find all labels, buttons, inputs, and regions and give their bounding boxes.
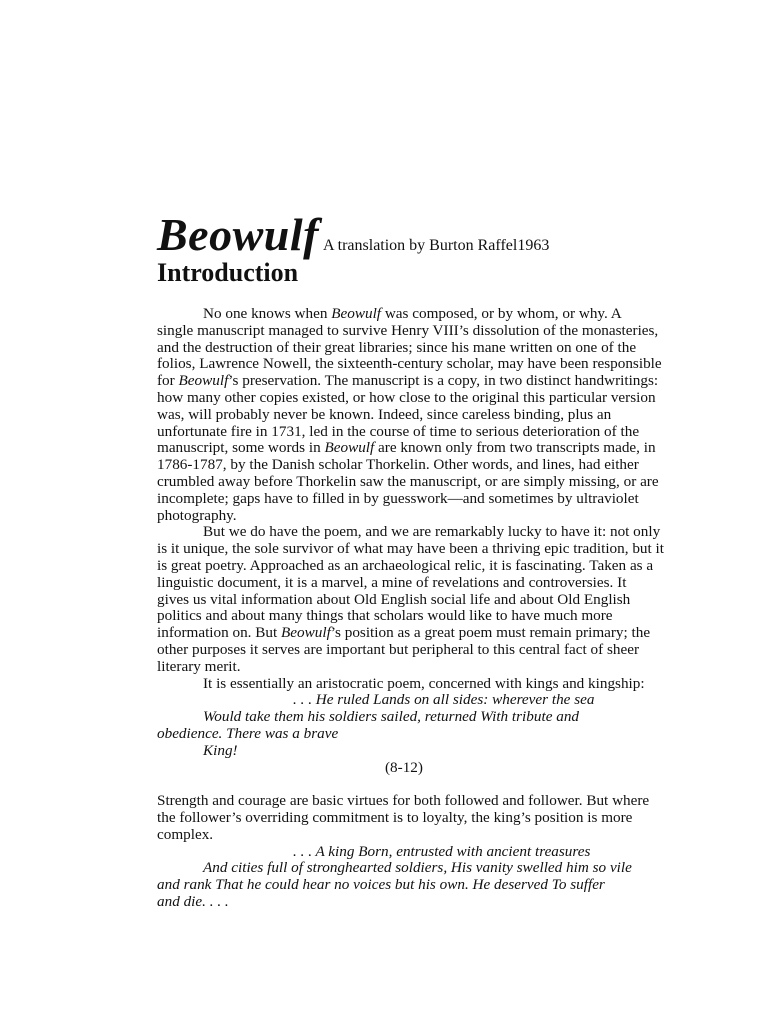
- verse-line: And cities full of stronghearted soldiers, His vanity swelled him so vile: [203, 859, 632, 877]
- verse-citation: (8-12): [385, 758, 423, 776]
- paragraph-line: complex.: [157, 825, 214, 843]
- document-subtitle: A translation by Burton Raffel1963: [322, 237, 550, 254]
- paragraph-line: incomplete; gaps have to filled in by guesswork—and sometimes by ultraviolet: [157, 489, 639, 507]
- section-heading: Introduction: [157, 258, 299, 287]
- paragraph-line: information on. But Beowulf’s position as a great poem must remain primary; the: [157, 624, 651, 642]
- verse-line: and rank That he could hear no voices but his own. He deserved To suffer: [157, 876, 605, 894]
- paragraph-line: literary merit.: [157, 657, 241, 675]
- paragraph-line: unfortunate fire in 1731, led in the course of time to serious deterioration of the: [157, 422, 640, 440]
- paragraph-line: photography.: [157, 506, 237, 524]
- paragraph-line: was, will probably never be known. Indeed, since careless binding, plus an: [157, 405, 612, 423]
- verse-line: Would take them his soldiers sailed, returned With tribute and: [203, 708, 580, 726]
- paragraph-line: for Beowulf’s preservation. The manuscript is a copy, in two distinct handwritings:: [157, 372, 659, 390]
- document-body: [157, 306, 677, 911]
- paragraph-line: manuscript, some words in Beowulf are known only from two transcripts made, in: [157, 439, 656, 457]
- paragraph-line: politics and about many things that scholars would like to have much more: [157, 607, 613, 625]
- blank-line: [157, 776, 677, 793]
- paragraph-line: gives us vital information about Old English social life and about Old English: [157, 590, 631, 608]
- paragraph-line: But we do have the poem, and we are remarkably lucky to have it: not only: [203, 523, 661, 541]
- paragraph-line: Strength and courage are basic virtues for both followed and follower. But where: [157, 792, 650, 810]
- verse-line: and die. . . .: [157, 892, 229, 910]
- paragraph-line: No one knows when Beowulf was composed, or by whom, or why. A: [203, 305, 622, 322]
- verse-line: . . . A king Born, entrusted with ancient treasures: [293, 842, 591, 860]
- title-line: [157, 208, 549, 261]
- verse-line: obedience. There was a brave: [157, 724, 339, 742]
- document-title: Beowulf: [157, 209, 319, 260]
- paragraph-line: other purposes it serves are important but peripheral to this central fact of sheer: [157, 640, 640, 658]
- paragraph-line: single manuscript managed to survive Henry VIII’s dissolution of the monasteries,: [157, 321, 659, 339]
- paragraph-line: and the destruction of their great libraries; since his mane written on one of the: [157, 338, 637, 356]
- paragraph-line: is it unique, the sole survivor of what may have been a thriving epic tradition, but it: [157, 540, 664, 558]
- paragraph-line: It is essentially an aristocratic poem, concerned with kings and kingship:: [203, 674, 645, 692]
- paragraph-line: 1786-1787, by the Danish scholar Thorkelin. Other words, and lines, had either: [157, 456, 639, 474]
- verse-line: . . . He ruled Lands on all sides: wherever the sea: [293, 691, 595, 709]
- verse-line: King!: [203, 741, 238, 759]
- paragraph-line: folios, Lawrence Nowell, the sixteenth-century scholar, may have been responsible: [157, 355, 662, 373]
- paragraph-line: crumbled away before Thorkelin saw the manuscript, or are simply missing, or are: [157, 472, 659, 490]
- paragraph-line: is great poetry. Approached as an archaeological relic, it is fascinating. Taken as a: [157, 556, 654, 574]
- paragraph-line: linguistic document, it is a marvel, a mine of revelations and controversies. It: [157, 573, 627, 591]
- paragraph-line: how many other copies existed, or how close to the original this particular version: [157, 388, 656, 406]
- paragraph-line: the follower’s overriding commitment is to loyalty, the king’s position is more: [157, 808, 633, 826]
